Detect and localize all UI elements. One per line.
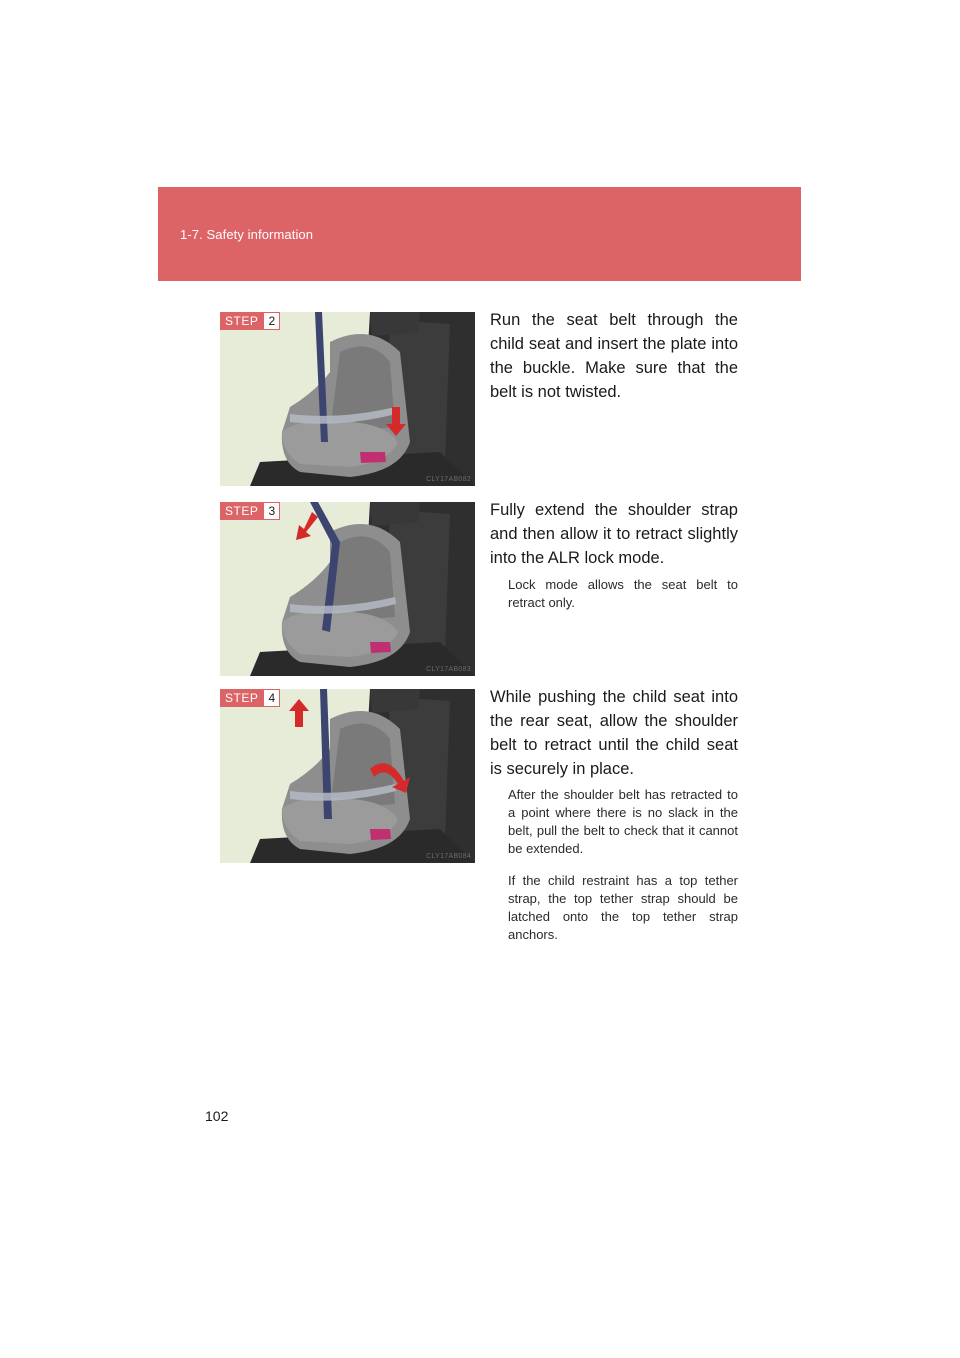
step-badge [220,689,280,707]
child-seat-illustration-icon [220,312,475,486]
child-seat-illustration-icon [220,689,475,863]
step-badge [220,502,280,520]
step-3-instruction: Fully extend the shoulder strap and then allow it to retract slightly into the ALR lock mode. [490,501,738,567]
step-4-note-1: After the shoulder belt has retracted to a point where there is no slack in the belt, pull the belt to check that it cannot be extended. [508,787,738,856]
figure-code: CLY17AB082 [426,476,471,483]
step-badge-number: 3 [263,502,280,520]
step-badge [220,312,280,330]
figure-code: CLY17AB084 [426,853,471,860]
step-2-instruction: Run the seat belt through the child seat and insert the plate into the buckle. Make sure that the belt is not twisted. [490,311,738,401]
section-title: 1-7. Safety information [180,227,314,242]
header-band [158,187,801,281]
step-4-illustration [220,689,475,863]
step-4-note-2: If the child restraint has a top tether strap, the top tether strap should be latched onto the top tether strap anchors. [508,873,738,942]
step-3-note: Lock mode allows the seat belt to retract only. [508,577,738,610]
step-badge-word: STEP [220,312,263,330]
step-badge-word: STEP [220,502,263,520]
figure-code: CLY17AB083 [426,666,471,673]
step-badge-number: 4 [263,689,280,707]
step-3-illustration [220,502,475,676]
step-2-illustration [220,312,475,486]
page-number: 102 [205,1108,229,1124]
step-4-instruction: While pushing the child seat into the rear seat, allow the shoulder belt to retract until the child seat is securely in place. [490,688,738,778]
step-badge-word: STEP [220,689,263,707]
step-badge-number: 2 [263,312,280,330]
child-seat-illustration-icon [220,502,475,676]
